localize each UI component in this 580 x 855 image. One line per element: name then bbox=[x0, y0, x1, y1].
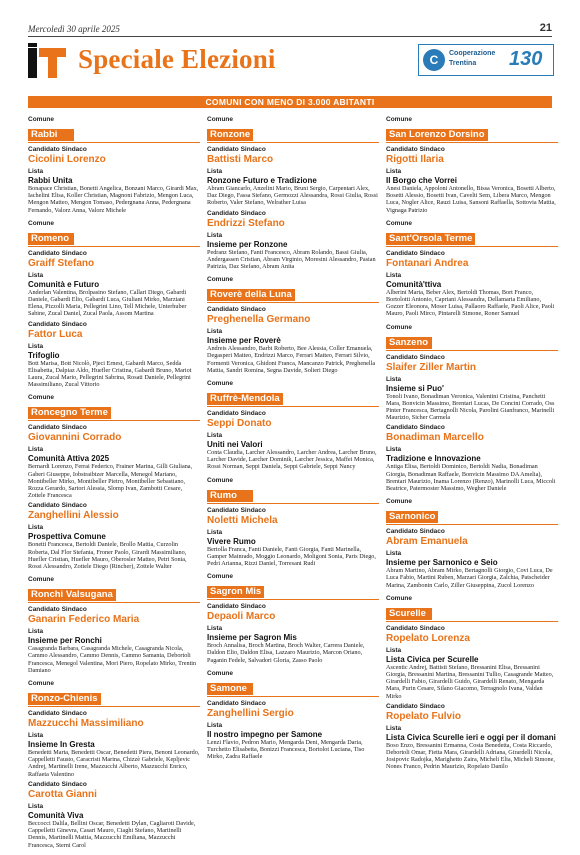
list-name: Comunità Attiva 2025 bbox=[28, 454, 110, 464]
municipality-name: Rabbi bbox=[28, 129, 74, 141]
comune-label: Comune bbox=[207, 380, 233, 388]
municipality-section bbox=[386, 498, 558, 589]
comune-label: Comune bbox=[207, 476, 233, 484]
municipality-header bbox=[207, 678, 379, 697]
list-name: Trifoglio bbox=[28, 350, 60, 360]
list-members: Broch Annalisa, Broch Martina, Broch Walter, Carrera Daniele, Daldon Elio, Daldon Elisa, Lazzaro Maurizio, Marcon Oriano, Paganin Fedele, Salvadori Gloria, Zasso Paolo bbox=[207, 642, 365, 664]
list-label: Lista bbox=[207, 168, 223, 175]
page-header bbox=[28, 24, 552, 37]
municipality-header bbox=[207, 485, 379, 504]
municipality-header bbox=[28, 584, 200, 603]
candidate-label: Candidato Sindaco bbox=[386, 624, 445, 632]
candidate-name: Noletti Michela bbox=[207, 514, 278, 526]
list-members: Bertolla Franca, Fanti Daniele, Fanti Giorgia, Fanti Marinella, Gamper Mainrado, Moggio Leonardo, Moligoni Sonia, Paris Diego, Pedri Arianna, Rizzi Daniel, Torresani Rudi bbox=[207, 545, 376, 568]
list-label: Lista bbox=[386, 724, 402, 732]
list-members: Bott Marisa, Bott Nicolò, Pjeci Ernest, Gabardi Marco, Sedda Elisabetta, Dalpiaz Aldo, Huefler Cristina, Gabardi Bruno, Mariot Laura, Zucal Mario, Pellegrini Sabrina, Rosati Daniele, Pellegrini Massimiliano, Zucal Vittorio bbox=[28, 359, 192, 389]
list-members: Antiga Elisa, Bertoldi Dominico, Bertoldi Nadia, Bonadiman Giorgia, Bonadiman Raffaele, Bonvicin Massimo DA Amelia), Brentari Maurizio, Inama Lorenzo (Renzo), Marinolli Luca, Miccoli Beatrice, Patermoster Massimo, Wegher Daniele bbox=[386, 463, 556, 493]
municipality-section bbox=[386, 595, 558, 771]
comune-label: Comune bbox=[28, 394, 54, 402]
municipality-name: Roncegno Terme bbox=[28, 407, 111, 419]
municipality-header bbox=[386, 603, 558, 622]
candidate-label: Candidato Sindaco bbox=[28, 320, 87, 328]
list-members: Anesi Daniela, Appoloni Antonello, Bissa Veronica, Bosetti Alberto, Bosetti Alessio, Bosetti Ivan, Cavelti Sem, Libera Marco, Mengon Luca, Nogler Alice, Rauzi Luisa, Sansoni Raffaella, Sottovia Mattia, Vignaga Patrizio bbox=[386, 185, 556, 214]
list-label: Lista bbox=[207, 721, 223, 729]
candidate-label: Candidato Sindaco bbox=[386, 353, 445, 361]
candidate-label: Candidato Sindaco bbox=[28, 780, 87, 788]
municipality-section bbox=[207, 573, 379, 664]
column-1 bbox=[28, 116, 200, 855]
list-name: Vivere Rumo bbox=[207, 536, 256, 546]
sponsor-line2: Trentina bbox=[449, 60, 477, 67]
list-label: Lista bbox=[207, 432, 223, 440]
list-label: Lista bbox=[28, 342, 44, 350]
candidate-name: Seppi Donato bbox=[207, 418, 272, 430]
candidate-label: Candidato Sindaco bbox=[28, 502, 87, 510]
municipality-name: Roverè della Luna bbox=[207, 289, 295, 301]
list-members: Conta Claudia, Larcher Alessandro, Larcher Andrea, Larcher Bruno, Larcher Davide, Larcher Dominik, Larcher Jessica, Maffei Monica, Rossi Norman, Seppi Daniela, Seppi Gabriele, Seppi Nancy bbox=[207, 449, 377, 471]
municipality-name: Samone bbox=[207, 683, 253, 695]
list-label: Lista bbox=[386, 646, 402, 654]
list-members: Bonapace Christian, Bonetti Angelica, Bonzani Marco, Girardi Max, Iachelini Elisa, Koller Christian, Magnoni Fabrizio, Mengon Luca, Mengon Matteo, Mengon Tomaso, Pedergnana Anna, Pedergnana Fernando, Valorz Anna, Valorz Michele bbox=[28, 185, 199, 214]
column-2 bbox=[207, 116, 379, 766]
candidate-name: Mazzucchi Massimiliano bbox=[28, 718, 144, 730]
column-3 bbox=[386, 116, 558, 777]
candidate-name: Rigotti Ilaria bbox=[386, 154, 444, 165]
list-name: Insieme per Ronchi bbox=[28, 636, 102, 646]
candidate-label: Candidato Sindaco bbox=[28, 249, 87, 257]
list-members: Tonoli Ivano, Bonadiman Veronica, Valentini Cristina, Panchetti Mara, Bonvicin Massimo, Brentari Lucas, De Concini Corrado, Oss Pinter Francesca, Bertagnolli Nicola, Parolini Gianfranco, Marinelli Maurizio, Sicher Carmela bbox=[386, 392, 555, 422]
list-members: Alberini Marta, Beber Alex, Bertoldi Thomas, Bort Franco, Bortolotti Antonio, Capriani Alessandra, Dellamaria Emiliano, Gozzer Eleonora, Moser Luisa, Pallaoro Raffaele, Paoli Alice, Paoli Mauro, Paoli Mirco, Pintarelli Simone, Roner Samuel bbox=[386, 288, 555, 318]
candidate-label: Candidato Sindaco bbox=[28, 710, 87, 718]
candidate-name: Carotta Gianni bbox=[28, 788, 97, 800]
municipality-name: Sagron Mis bbox=[207, 586, 264, 598]
municipality-name: San Lorenzo Dorsino bbox=[386, 129, 488, 141]
list-name: Comunità'ttiva bbox=[386, 279, 442, 289]
list-name: Insieme per Sarnonico e Seio bbox=[386, 558, 498, 568]
list-label: Lista bbox=[207, 231, 223, 239]
municipality-header bbox=[28, 402, 200, 421]
comune-label: Comune bbox=[386, 323, 412, 331]
list-members: Ascentic Andrej, Battisti Stefano, Bressanini Elisa, Bressanini Giorgia, Bressanini Martina, Bressanini Tullio, Casagrande Matteo, Girardelli Fabio, Girardelli Guido, Girardelli Renato, Mengarda Mara, Purin Cesare, Silano Giacomo, Terragnolo Ivana, Valdan Mirko bbox=[386, 663, 554, 700]
list-name: Comunità Viva bbox=[28, 810, 84, 820]
candidate-name: Abram Emanuela bbox=[386, 536, 468, 548]
list-name: Insieme si Puo' bbox=[386, 383, 444, 393]
list-label: Lista bbox=[28, 802, 44, 810]
municipality-header bbox=[207, 284, 379, 303]
municipality-header bbox=[207, 581, 379, 600]
municipality-header bbox=[386, 506, 558, 525]
municipality-section bbox=[386, 220, 558, 318]
municipality-header bbox=[28, 688, 200, 707]
candidate-name: Giovannini Corrado bbox=[28, 432, 122, 444]
list-name: Ronzone Futuro e Tradizione bbox=[207, 176, 317, 185]
comune-label: Comune bbox=[28, 576, 54, 584]
list-members: Abram Martino, Abram Mirko, Bertagnolli Giorgio, Covi Luca, De Luca Fabio, Martini Ruben, Marzari Giorgia, Zalchia, Patscheider Marina, Zambonin Carlo, Ziller Giuseppina, Zucol Lorenzo bbox=[386, 567, 553, 589]
sponsor-anniversary: 130 bbox=[509, 48, 543, 70]
municipality-name: Sanzeno bbox=[386, 337, 432, 349]
candidate-name: Ropelato Fulvio bbox=[386, 710, 461, 722]
candidate-label: Candidato Sindaco bbox=[207, 146, 266, 153]
comune-label: Comune bbox=[207, 669, 233, 677]
comune-label: Comune bbox=[386, 219, 412, 227]
candidate-name: Slaifer Ziller Martin bbox=[386, 361, 477, 373]
municipality-name: Ruffrè-Mendola bbox=[207, 393, 283, 405]
municipality-name: Rumo bbox=[207, 490, 253, 502]
municipality-name: Ronzone bbox=[207, 129, 253, 141]
municipality-section bbox=[28, 116, 200, 214]
candidate-label: Candidato Sindaco bbox=[386, 528, 445, 536]
list-label: Lista bbox=[28, 628, 44, 636]
candidate-label: Candidato Sindaco bbox=[207, 410, 266, 418]
municipality-header bbox=[386, 332, 558, 351]
list-name: Tradizione e Innovazione bbox=[386, 454, 481, 464]
candidate-label: Candidato Sindaco bbox=[386, 424, 445, 432]
municipality-section bbox=[28, 576, 200, 674]
list-name: Rabbi Unita bbox=[28, 176, 73, 185]
municipality-section bbox=[28, 680, 200, 849]
list-members: Pedranz Stefano, Fanti Francesco, Abram Rolando, Bassi Giulia, Andergassen Cristian, Abram Virginio, Moresini Alessandro, Pasian Patrizia, Daz Stefano, Abram Anita bbox=[207, 248, 376, 271]
comune-label: Comune bbox=[386, 116, 412, 123]
list-label: Lista bbox=[386, 375, 402, 383]
municipality-section bbox=[207, 380, 379, 471]
municipality-name: Sant'Orsola Terme bbox=[386, 233, 475, 245]
list-members: Anderlan Valentina, Brolpasino Stefano, Callari Diego, Gabardi Daniele, Gabardi Elio, Gabardi Luca, Giuliani Mirko, Marziani Elena, Pizzolli Maria, Pellegrini Lino, Tell Michele, Unterhuber Sabine, Zucal Daniel, Zucal Paola, Assom Martina bbox=[28, 288, 187, 318]
candidate-label: Candidato Sindaco bbox=[386, 249, 445, 257]
candidate-name: Depaoli Marco bbox=[207, 611, 276, 623]
candidate-label: Candidato Sindaco bbox=[207, 306, 266, 314]
newspaper-logo bbox=[28, 48, 66, 78]
comune-label: Comune bbox=[28, 116, 54, 123]
municipality-section bbox=[207, 670, 379, 761]
category-banner: COMUNI CON MENO DI 3.000 ABITANTI bbox=[28, 96, 552, 108]
candidate-name: Cicolini Lorenzo bbox=[28, 154, 106, 165]
municipality-header bbox=[386, 124, 558, 143]
candidate-label: Candidato Sindaco bbox=[28, 606, 87, 614]
municipality-name: Ronzo-Chienis bbox=[28, 693, 101, 705]
list-members: Abram Giancarlo, Anzelini Mario, Bruni Sergio, Carpentari Alex, Daz Diego, Fassa Stefano, Germozzi Alessandra, Rossi Giulia, Rossi Roberto, Valer Stefano, Welrather Luisa bbox=[207, 185, 378, 207]
list-members: Boso Enzo, Bressanini Ermanna, Costa Benedetta, Costa Riccardo, Debortoli Omar, Fietta Mara, Girardelli Adriana, Girardelli Nicola, Josipovic Radojka, Marighetto Zaira, Micheli Elia, Micheli Simone, Nones Franco, Pedrin Maurizio, Ropelato Danilo bbox=[386, 741, 555, 771]
candidate-name: Ganarin Federico Maria bbox=[28, 614, 140, 626]
municipality-section bbox=[28, 220, 200, 389]
comune-label: Comune bbox=[207, 573, 233, 581]
candidate-label: Candidato Sindaco bbox=[207, 209, 266, 217]
list-label: Lista bbox=[386, 271, 402, 279]
comune-label: Comune bbox=[207, 276, 233, 284]
list-name: Comunità e Futuro bbox=[28, 279, 100, 289]
municipality-name: Ronchi Valsugana bbox=[28, 589, 116, 601]
municipality-header bbox=[28, 124, 200, 143]
municipality-section bbox=[28, 394, 200, 570]
list-label: Lista bbox=[207, 528, 223, 536]
list-members: Beccocci Dalila, Bellini Oscar, Benedetti Dylan, Cagliaroti Davide, Cappelletti Ginevra, Casari Mauro, Ciaghi Stefano, Martinelli Dennis, Martinelli Mattia, Mazzucchi Emiliana, Mazzucchi Francesca, Sterni Carol bbox=[28, 819, 196, 849]
candidate-label: Candidato Sindaco bbox=[207, 603, 266, 611]
list-label: Lista bbox=[207, 328, 223, 336]
comune-label: Comune bbox=[386, 594, 412, 602]
comune-label: Comune bbox=[28, 219, 54, 227]
candidate-name: Zanghellini Alessio bbox=[28, 510, 119, 522]
list-name: Uniti nei Valori bbox=[207, 440, 263, 450]
candidate-label: Candidato Sindaco bbox=[386, 146, 445, 153]
list-label: Lista bbox=[386, 446, 402, 454]
list-label: Lista bbox=[207, 625, 223, 633]
candidate-name: Battisti Marco bbox=[207, 154, 274, 165]
list-name: Il nostro impegno per Samone bbox=[207, 729, 323, 739]
municipality-header bbox=[207, 124, 379, 143]
candidate-label: Candidato Sindaco bbox=[207, 506, 266, 514]
list-label: Lista bbox=[28, 271, 44, 279]
candidate-name: Fontanari Andrea bbox=[386, 257, 469, 269]
sponsor-logo bbox=[418, 44, 554, 76]
list-label: Lista bbox=[386, 550, 402, 558]
comune-label: Comune bbox=[386, 498, 412, 506]
list-name: Insieme per Sagron Mis bbox=[207, 633, 297, 643]
municipality-section bbox=[207, 477, 379, 568]
candidate-name: Fattor Luca bbox=[28, 328, 83, 340]
candidate-label: Candidato Sindaco bbox=[28, 146, 87, 153]
municipality-section bbox=[207, 116, 379, 270]
issue-date: Mercoledì 30 aprile 2025 bbox=[28, 24, 120, 34]
candidate-label: Candidato Sindaco bbox=[207, 699, 266, 707]
candidate-name: Endrizzi Stefano bbox=[207, 217, 285, 229]
comune-label: Comune bbox=[28, 680, 54, 688]
municipality-header bbox=[207, 388, 379, 407]
list-name: Insieme In Gresta bbox=[28, 740, 95, 750]
list-members: Casagranda Barbara, Casagranda Michele, Casagranda Nicola, Cammo Alessandro, Cammo Dennis, Cammo Samanta, Debortoli Francesca, Menegol Valentina, Mori Piero, Ropelato Mirko, Trentin Damiano bbox=[28, 645, 197, 674]
section-title: Speciale Elezioni bbox=[78, 44, 276, 74]
list-name: Lista Civica per Scurelle bbox=[386, 654, 479, 664]
list-name: Il Borgo che Vorrei bbox=[386, 176, 457, 185]
list-label: Lista bbox=[28, 446, 44, 454]
municipality-name: Romeno bbox=[28, 233, 74, 245]
list-name: Prospettiva Comune bbox=[28, 532, 106, 542]
list-members: Benedetti Marta, Benedetti Oscar, Benedetti Piera, Benoni Leonardo, Cappelletti Fausto, Caracristi Marina, Chizzè Gabriele, Kepljevic Andrej, Martinelli Irene, Mazzucchi Alberto, Mazzucchi Enrico, Raffaeta Valentino bbox=[28, 749, 200, 778]
cooperazione-icon: C bbox=[423, 49, 445, 71]
list-label: Lista bbox=[386, 168, 402, 175]
list-members: Bernardi Lorenzo, Ferrai Federico, Frainer Marina, Gilli Giuliana, Gaberi Giuseppe, Iobstraibizer Marcella, Menegol Mariano, Montibeller Mirko, Montibeller Pietro, Montibeller Sebastiano, Rozza Gerardo, Sartori Alessia, Slomp Ivan, Zambotti Cesare, Zottele Francesca bbox=[28, 463, 193, 500]
candidate-name: Graiff Stefano bbox=[28, 257, 95, 269]
list-label: Lista bbox=[28, 524, 44, 532]
candidate-name: Zanghellini Sergio bbox=[207, 707, 294, 719]
candidate-name: Preghenella Germano bbox=[207, 314, 311, 326]
list-name: Insieme per Ronzone bbox=[207, 239, 288, 249]
list-label: Lista bbox=[28, 732, 44, 740]
candidate-name: Bonadiman Marcello bbox=[386, 432, 484, 444]
list-members: Bonetti Francesca, Bertoldi Daniele, Brollo Mattia, Curzolin Roberta, Dal Flor Stefania, Froner Paolo, Girardi Massimiliano, Huefler Cristian, Huefler Mauro, Oberosler Matteo, Petri Sonia, Rossi Alessandro, Zottele Diego (Rincher), Zottele Walter bbox=[28, 541, 187, 571]
municipality-name: Sarnonico bbox=[386, 511, 438, 523]
list-name: Lista Civica Scurelle ieri e oggi per il domani bbox=[386, 732, 556, 742]
list-label: Lista bbox=[28, 168, 44, 175]
municipality-name: Scurelle bbox=[386, 608, 432, 620]
candidate-name: Ropelato Lorenza bbox=[386, 632, 470, 644]
list-name: Insieme per Roverè bbox=[207, 336, 281, 346]
candidate-label: Candidato Sindaco bbox=[28, 424, 87, 432]
municipality-section bbox=[207, 276, 379, 374]
list-members: Andreis Alessandro, Barbi Roberto, Bee Alessia, Coller Emanuela, Degasperi Matteo, Endrizzi Marco, Ferrari Matteo, Ferrari Silvio, Formenti Veronica, Ghidoni Franca, Mancanzo Patrick, Preghenella Mattia, Sandri Romina, Segna Davide, Solieri Diego bbox=[207, 345, 376, 374]
municipality-header bbox=[386, 228, 558, 247]
municipality-section bbox=[386, 116, 558, 214]
sponsor-line1: Cooperazione bbox=[449, 50, 496, 57]
municipality-header bbox=[28, 228, 200, 247]
comune-label: Comune bbox=[207, 116, 233, 123]
page-number: 21 bbox=[539, 22, 552, 34]
candidate-label: Candidato Sindaco bbox=[386, 702, 445, 710]
list-members: Lenzi Flavio, Pedron Mario, Mengarda Deni, Mengarda Daria, Turchetto Elisabetta, Bonizzi Francesca, Bortolot Luciana, Tiso Mirko, Zadra Raffaele bbox=[207, 738, 365, 761]
municipality-section bbox=[386, 324, 558, 493]
